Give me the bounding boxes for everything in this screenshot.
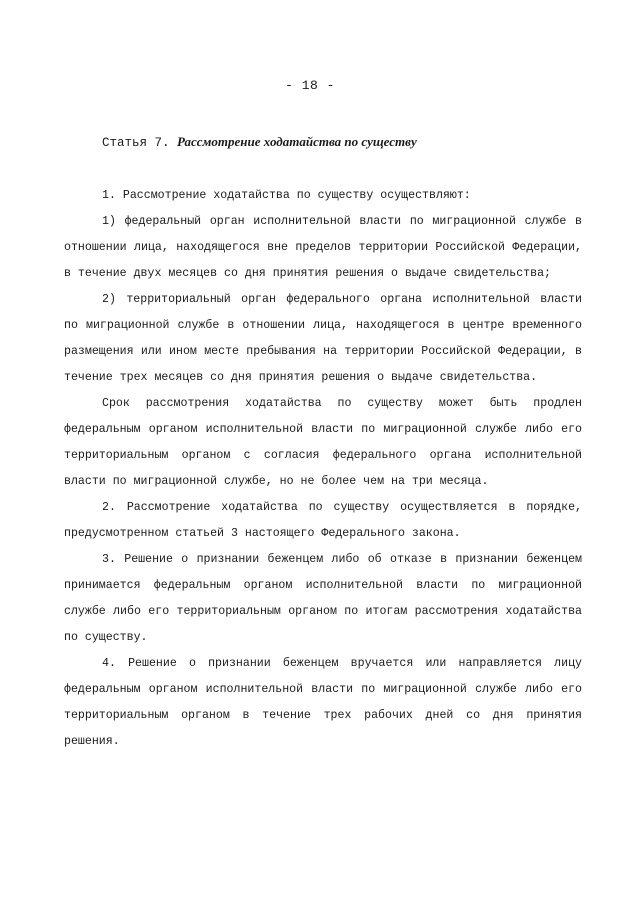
paragraph-part-4: 4. Решение о признании беженцем вручается или направляется лицу федеральным органом исполнительной власти по миграционной службе либо его территориальным органом в течение трех рабочих дней со дня принятия решения. — [64, 657, 582, 748]
paragraph-part-1-intro: 1. Рассмотрение ходатайства по существу осуществляют: — [102, 189, 471, 202]
article-heading — [102, 134, 417, 150]
page-number: - 18 - — [285, 78, 335, 93]
paragraph-part-2: 2. Рассмотрение ходатайства по существу осуществляется в порядке, предусмотренном статьей 3 настоящего Федерального закона. — [64, 501, 582, 540]
article-title: Рассмотрение ходатайства по существу — [177, 134, 417, 149]
paragraph-item-2: 2) территориальный орган федерального органа исполнительной власти по миграционной службе в отношении лица, находящегося в центре временного размещения или ином месте пребывания на территории Российской Федерации, в течение трех месяцев со дня принятия решения о выдаче свидетельства. — [64, 293, 582, 384]
article-body — [64, 183, 582, 755]
paragraph-extension-term: Срок рассмотрения ходатайства по существу может быть продлен федеральным органом исполнительной власти по миграционной службе либо его территориальным органом с согласия федерального органа исполнительной власти по миграционной службе, но не более чем на три месяца. — [64, 397, 582, 488]
paragraph-part-3: 3. Решение о признании беженцем либо об отказе в признании беженцем принимается федеральным органом исполнительной власти по миграционной службе либо его территориальным органом по итогам рассмотрения ходатайства по существу. — [64, 553, 582, 644]
paragraph-item-1: 1) федеральный орган исполнительной власти по миграционной службе в отношении лица, находящегося вне пределов территории Российской Федерации, в течение двух месяцев со дня принятия решения о выдаче свидетельства; — [64, 215, 582, 280]
article-label: Статья 7. — [102, 136, 170, 150]
